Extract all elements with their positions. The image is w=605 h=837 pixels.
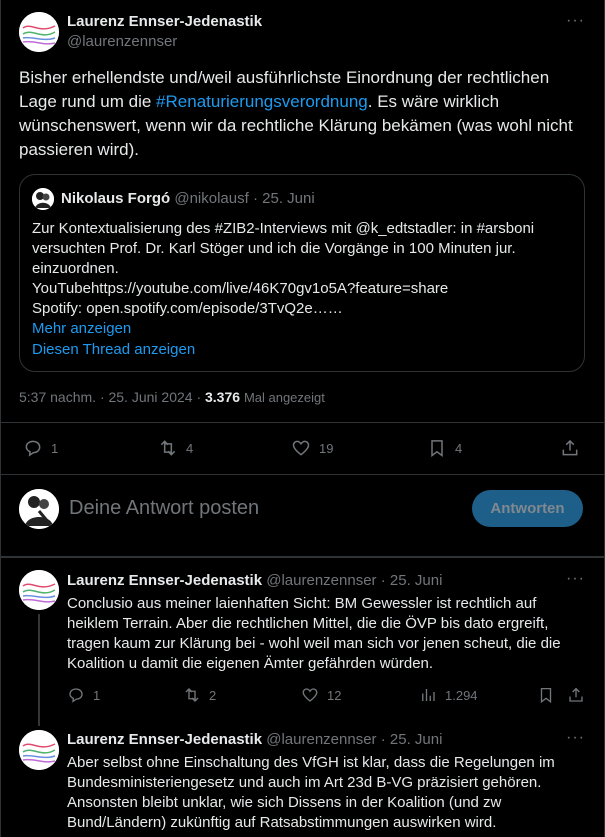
post-meta — [19, 389, 325, 405]
current-user-avatar[interactable] — [19, 489, 59, 529]
reply-button[interactable] — [23, 438, 58, 458]
heart-icon — [301, 686, 319, 704]
reply-author-avatar[interactable] — [19, 570, 59, 610]
reply-date[interactable]: 25. Juni — [389, 731, 443, 748]
author-avatar[interactable] — [19, 12, 59, 52]
post-text-before: Bisher erhellendste und/weil ausführlichste Einordnung der rechtlichen Lage rund um die — [19, 68, 550, 111]
post-text — [19, 66, 589, 162]
reply-bubble-icon — [23, 438, 43, 458]
bookmark-count: 4 — [455, 440, 463, 456]
reply-line: Conclusio aus meiner laienhaften Sicht: BM Gewessler ist rechtlich auf — [67, 595, 537, 612]
author-name[interactable]: Laurenz Ennser-Jedenastik — [67, 13, 263, 30]
quote-author-avatar — [32, 188, 54, 210]
post-timestamp[interactable]: 5:37 nachm. · 25. Juni 2024 · — [19, 389, 202, 405]
reply-button[interactable] — [67, 686, 100, 704]
reply-input[interactable]: Deine Antwort posten — [69, 497, 260, 519]
bookmark-icon — [427, 438, 447, 458]
repost-button[interactable] — [158, 438, 193, 458]
share-upload-icon — [567, 686, 585, 704]
reply-count: 1 — [51, 440, 59, 456]
quote-line: Zur Kontextualisierung des #ZIB2-Interviews mit @k_edtstadler: in #arsboni — [32, 220, 535, 237]
silhouette-avatar-image — [32, 188, 54, 210]
bookmark-button[interactable] — [537, 686, 555, 704]
reply-line: Koalition u damit die eigenen Ämter gefährden würden. — [67, 655, 434, 672]
reply-separator: · — [380, 572, 386, 589]
share-button[interactable] — [560, 438, 580, 458]
reply-header — [67, 731, 442, 748]
views-bars-icon — [419, 686, 437, 704]
quote-date[interactable]: 25. Juni — [262, 190, 315, 207]
quoted-post-card[interactable] — [19, 174, 585, 372]
divider — [1, 556, 604, 558]
reply-separator: · — [380, 731, 386, 748]
divider — [1, 474, 604, 475]
show-thread-link[interactable]: Diesen Thread anzeigen — [32, 341, 196, 358]
repost-button[interactable] — [183, 686, 216, 704]
silhouette-avatar-image — [19, 489, 59, 529]
quote-author-handle[interactable]: @nikolausf — [174, 190, 249, 207]
reply-author-name[interactable]: Laurenz Ennser-Jedenastik — [67, 731, 263, 748]
more-dots-icon[interactable]: ··· — [566, 729, 585, 746]
reply-line: Bundesministeriengesetz und auch im Art 23d B-VG präzisiert gehören. — [67, 774, 542, 791]
author-handle[interactable]: @laurenzennser — [67, 33, 178, 50]
quote-header — [61, 190, 315, 207]
views-count: 1.294 — [445, 687, 478, 703]
heart-icon — [291, 438, 311, 458]
divider — [1, 422, 604, 423]
reply-header — [67, 572, 442, 589]
quote-text — [32, 219, 577, 339]
share-upload-icon — [560, 438, 580, 458]
reply-line: Aber selbst ohne Einschaltung des VfGH ist klar, dass die Regelungen im — [67, 754, 555, 771]
share-button[interactable] — [567, 686, 585, 704]
avatar-graph-image — [19, 570, 59, 610]
reply-submit-button[interactable]: Antworten — [472, 490, 583, 527]
post-text-after: . Es wäre wirklich wünschenswert, wenn wir da rechtliche Klärung bekämen (was wohl nicht passieren wird). — [19, 92, 573, 159]
reply-line: Ansonsten bleibt unklar, wie sich Dissens in der Koalition (und zw — [67, 794, 502, 811]
repost-count: 4 — [186, 440, 194, 456]
bookmark-icon — [537, 686, 555, 704]
views-label: Mal angezeigt — [243, 390, 325, 405]
reply-line: heiklem Terrain. Aber die rechtlichen Mittel, die die ÖVP bis dato ergreift, — [67, 615, 549, 632]
reply-line: Bund/Ländern) zukünftig auf Ratsabstimmungen auswirken wird. — [67, 814, 497, 831]
quote-author-name[interactable]: Nikolaus Forgó — [61, 190, 171, 207]
show-more-link[interactable]: Mehr anzeigen — [32, 320, 132, 337]
views-button[interactable] — [419, 686, 478, 704]
quote-line: YouTubehttps://youtube.com/live/46K70gv1o5A?feature=share — [32, 280, 449, 297]
avatar-graph-image — [19, 730, 59, 770]
reply-author-name[interactable]: Laurenz Ennser-Jedenastik — [67, 572, 263, 589]
repost-arrows-icon — [158, 438, 178, 458]
bookmark-button[interactable] — [427, 438, 462, 458]
views-count: 3.376 — [205, 389, 241, 405]
more-dots-icon[interactable]: ··· — [566, 12, 585, 29]
hashtag-link[interactable]: #Renaturierungsverordnung — [156, 92, 368, 111]
reply-bubble-icon — [67, 686, 85, 704]
quote-line: versuchten Prof. Dr. Karl Stöger und ich die Vorgänge in 100 Minuten jur. — [32, 240, 516, 257]
like-button[interactable] — [301, 686, 341, 704]
repost-arrows-icon — [183, 686, 201, 704]
reply-date[interactable]: 25. Juni — [389, 572, 443, 589]
reply-text — [67, 594, 592, 674]
reply-author-handle[interactable]: @laurenzennser — [266, 572, 377, 589]
quote-separator: · — [252, 190, 258, 207]
more-dots-icon[interactable]: ··· — [566, 570, 585, 587]
reply-text — [67, 753, 592, 833]
reply-count: 1 — [93, 687, 101, 703]
quote-line: Spotify: open.spotify.com/episode/3TvQ2e…… — [32, 300, 343, 317]
quote-line: einzuordnen. — [32, 260, 119, 277]
like-count: 19 — [319, 440, 334, 456]
like-count: 12 — [327, 687, 342, 703]
like-button[interactable] — [291, 438, 333, 458]
reply-author-avatar[interactable] — [19, 730, 59, 770]
repost-count: 2 — [209, 687, 217, 703]
reply-line: tragen kaum zur Klärung bei - wohl weil man sich vor jenen scheut, die die — [67, 635, 561, 652]
reply-author-handle[interactable]: @laurenzennser — [266, 731, 377, 748]
avatar-graph-image — [19, 12, 59, 52]
thread-connector-line — [38, 614, 40, 726]
